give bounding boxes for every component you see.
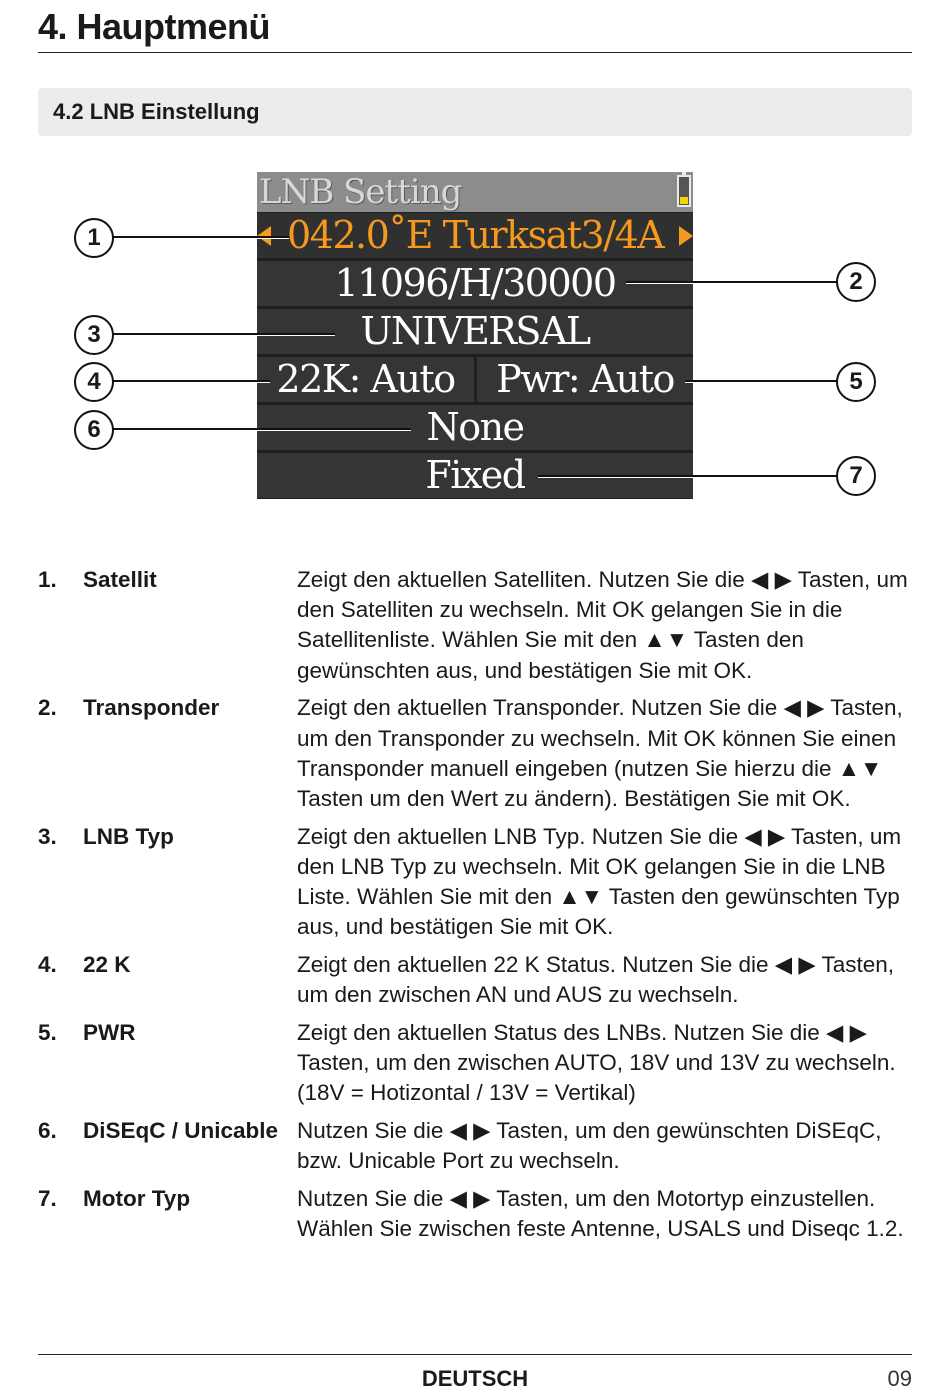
item-number: 2. xyxy=(38,695,57,721)
pwr-field[interactable]: Pwr: Auto xyxy=(477,357,693,402)
list-item xyxy=(38,1018,918,1109)
page-number: 09 xyxy=(887,1366,912,1391)
list-item xyxy=(38,822,918,943)
item-term: PWR xyxy=(83,1019,136,1045)
item-term: 22 K xyxy=(83,951,131,977)
power-row xyxy=(257,357,693,402)
item-number: 5. xyxy=(38,1019,57,1045)
callout-1: 1 xyxy=(74,218,114,258)
title-divider xyxy=(38,52,912,53)
description-list xyxy=(38,565,918,1252)
callout-line-5 xyxy=(685,380,838,383)
list-item xyxy=(38,1184,918,1244)
battery-level-fill xyxy=(680,197,688,204)
callout-4: 4 xyxy=(74,362,114,402)
22k-field[interactable]: 22K: Auto xyxy=(257,357,474,402)
callout-line-7 xyxy=(538,475,838,478)
item-term: LNB Typ xyxy=(83,823,174,849)
item-number: 3. xyxy=(38,823,57,849)
callout-line-6 xyxy=(113,428,411,431)
item-term: Transponder xyxy=(83,695,220,721)
item-description: Zeigt den aktuellen Transponder. Nutzen Sie die ◀ ▶ Tasten, um den Transponder zu wechseln. Mit OK können Sie einen Transponder manuell eingeben (nutzen Sie hierzu die ▲▼ Tasten um den Wert zu ändern). Bestätigen Sie mit OK. xyxy=(297,695,903,811)
arrow-right-icon xyxy=(679,226,693,246)
callout-line-3 xyxy=(113,333,335,336)
callout-5: 5 xyxy=(836,362,876,402)
diseqc-row[interactable]: None xyxy=(257,405,693,450)
motor-row[interactable]: Fixed xyxy=(257,453,693,498)
list-item xyxy=(38,693,918,814)
footer-divider xyxy=(38,1354,912,1355)
screen-title: LNB Setting xyxy=(259,172,462,212)
screen-header xyxy=(257,172,693,212)
item-description: Zeigt den aktuellen Satelliten. Nutzen Sie die ◀ ▶ Tasten, um den Satelliten zu wechseln. Mit OK gelangen Sie in die Satellitenliste. Wählen Sie mit den ▲▼ Tasten den gewünschten aus, und bestätigen Sie mit OK. xyxy=(297,567,908,683)
item-description: Zeigt den aktuellen Status des LNBs. Nutzen Sie die ◀ ▶ Tasten, um den zwischen AUTO, 18V und 13V zu wechseln. (18V = Hotizontal / 13V = Vertikal) xyxy=(297,1019,896,1106)
item-number: 4. xyxy=(38,951,57,977)
item-description: Nutzen Sie die ◀ ▶ Tasten, um den Motortyp einzustellen. Wählen Sie zwischen feste Antenne, USALS und Diseqc 1.2. xyxy=(297,1185,904,1242)
transponder-row[interactable]: 11096/H/30000 xyxy=(257,261,693,306)
battery-icon xyxy=(677,175,691,207)
lnb-type-row[interactable]: UNIVERSAL xyxy=(257,309,693,354)
item-description: Nutzen Sie die ◀ ▶ Tasten, um den gewünschten DiSEqC, bzw. Unicable Port zu wechseln. xyxy=(297,1117,882,1174)
item-description: Zeigt den aktuellen LNB Typ. Nutzen Sie die ◀ ▶ Tasten, um den LNB Typ zu wechseln. Mit OK gelangen Sie in die LNB Liste. Wählen Sie mit den ▲▼ Tasten den gewünschten Typ aus, und bestätigen Sie mit OK. xyxy=(297,823,902,940)
item-term: Satellit xyxy=(83,567,157,592)
callout-line-1 xyxy=(113,236,289,239)
callout-6: 6 xyxy=(74,410,114,450)
footer-language: DEUTSCH xyxy=(421,1366,529,1391)
item-term: DiSEqC / Unicable xyxy=(83,1117,279,1143)
callout-3: 3 xyxy=(74,315,114,355)
section-heading: 4.2 LNB Einstellung xyxy=(38,88,912,136)
callout-7: 7 xyxy=(836,456,876,496)
list-item xyxy=(38,565,918,686)
item-number: 7. xyxy=(38,1185,57,1211)
satellite-value: 042.0˚E Turksat3/4A xyxy=(287,213,664,257)
item-term: Motor Typ xyxy=(83,1185,191,1211)
callout-line-2 xyxy=(626,281,838,284)
callout-line-4 xyxy=(113,380,270,383)
list-item xyxy=(38,950,918,1010)
item-number: 1. xyxy=(38,567,57,592)
item-description: Zeigt den aktuellen 22 K Status. Nutzen Sie die ◀ ▶ Tasten, um den zwischen AN und AUS zu wechseln. xyxy=(297,951,895,1008)
satellite-row[interactable] xyxy=(257,213,693,258)
item-number: 6. xyxy=(38,1117,57,1143)
callout-2: 2 xyxy=(836,262,876,302)
chapter-title: 4. Hauptmenü xyxy=(38,6,271,47)
list-item xyxy=(38,1116,918,1176)
